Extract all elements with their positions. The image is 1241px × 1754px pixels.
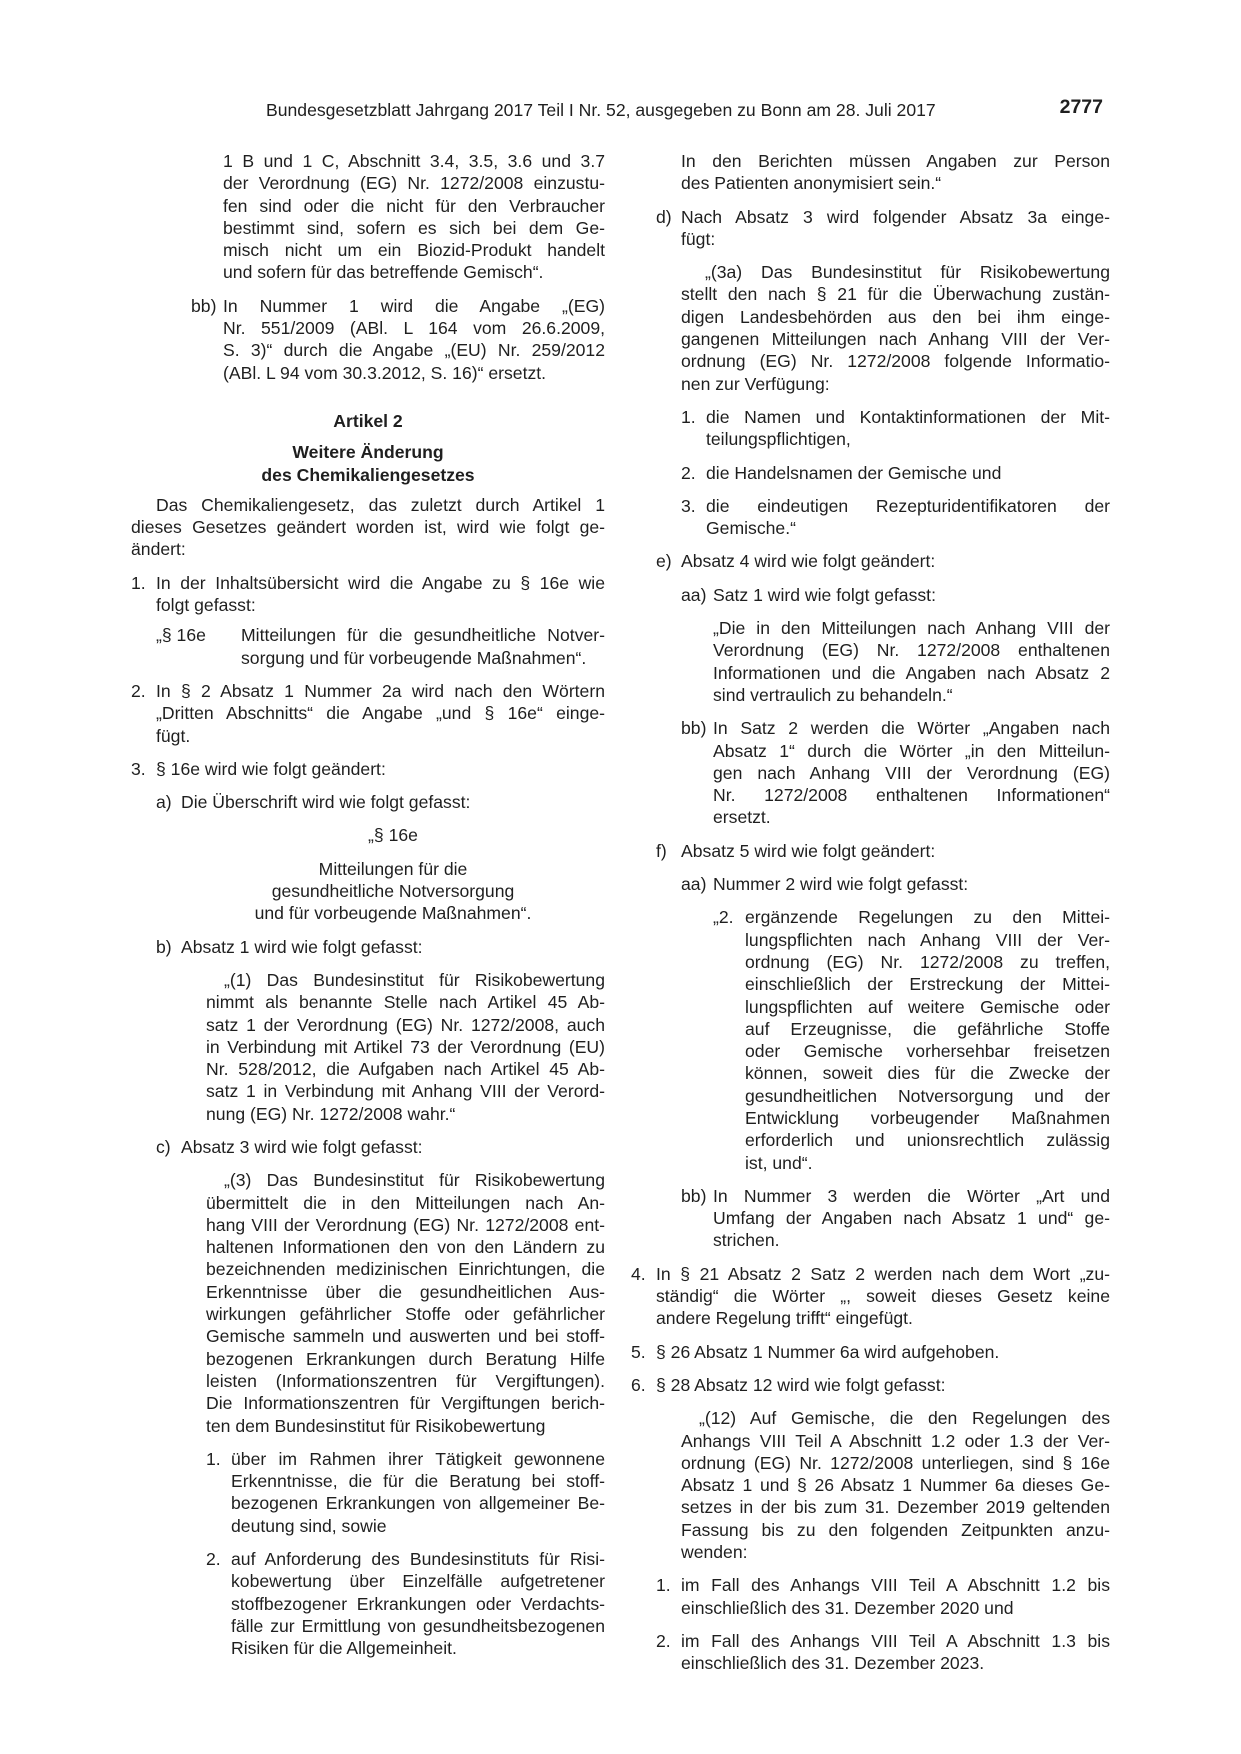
list-item-f-aa: aa) Nummer 2 wird wie folgt gefasst: „2. ergänzende Regelungen zu den Mittei- lungspflichten nach Anhang VIII der Ver- ordnung (EG) Nr. 1272/2008 zu treffen, einschließlich der Erstreckung der Mittei- lungspflichten auf weitere Gemische oder auf Erzeugnisse, die gefährliche Stoffe oder Gemische vorhersehbar freisetzen können, soweit dies für die Zwecke der gesundheitlichen Notversorgung und der Entwicklung vorbeugender Maßnahmen erforderlich und unionsrechtlich zulässig ist, und“. [681, 874, 1110, 1173]
continued-paragraph: 1 B und 1 C, Abschnitt 3.4, 3.5, 3.6 und 3.7 der Verordnung (EG) Nr. 1272/2008 einzustu- fen sind oder die nicht für den Verbraucher bestimmt sind, sofern es sich bei dem Ge- misch nicht um ein Biozid-Produkt handelt und sofern für das betreffende Gemisch“. [223, 151, 605, 283]
quote-subitem-1: 1. die Namen und Kontaktinformationen der Mit- teilungspflichtigen, [681, 406, 1110, 450]
item-marker: 6. [631, 1374, 646, 1395]
quote-subitem-2: 2. im Fall des Anhangs VIII Teil A Abschnitt 1.3 bis einschließlich des 31. Dezember 2023. [656, 1630, 1110, 1674]
list-item-2: 2. In § 2 Absatz 1 Nummer 2a wird nach den Wörtern „Dritten Abschnitts“ die Angabe „und § 16e“ einge- fügt. [131, 680, 605, 746]
item-marker: b) [156, 936, 172, 957]
list-item-e: e) Absatz 4 wird wie folgt geändert: aa) Satz 1 wird wie folgt gefasst: „Die in den Mitteilungen nach Anhang VIII der Verordnung (EG) Nr. 1272/2008 enthaltenen Informationen und die Angaben nach Absatz 2 sind vertraulich zu behandeln.“ bb) In Satz 2 werden die Wörter „Angaben nach Absatz 1“ durch die Wörter „in den Mitteilun- gen nach Anhang VIII der Verordnung (EG) Nr. 1272/2008 enthaltenen Informationen“ ersetzt. [656, 551, 1110, 828]
list-item-f: f) Absatz 5 wird wie folgt geändert: aa) Nummer 2 wird wie folgt gefasst: „2. ergänzende Regelungen zu den Mittei- lungspflichten nach Anhang VIII der Ver- ordnung (EG) Nr. 1272/2008 zu treffen, einschließlich der Erstreckung der Mittei- lungspflichten auf weitere Gemische oder auf Erzeugnisse, die gefährliche Stoffe oder Gemische vorhersehbar freisetzen können, soweit dies für die Zwecke der gesundheitlichen Notversorgung und der Entwicklung vorbeugender Maßnahmen erforderlich und unionsrechtlich zulässig ist, und“. bb) In Nummer 3 werden die Wörter „Art und Umfang der Angaben nach Absatz 1 und“ ge- strichen. [656, 840, 1110, 1251]
item-marker: 3. [131, 758, 146, 779]
item-marker: 2. [131, 680, 146, 701]
quote-section-sign: „§ 16e [156, 625, 206, 646]
item-marker: 1. [131, 572, 146, 593]
right-column [631, 150, 1110, 1675]
item-marker: „2. [713, 907, 734, 928]
list-item-3: 3. § 16e wird wie folgt geändert: a) Die Überschrift wird wie folgt gefasst: „§ 16e Mitteilungen für die gesundheitliche Notversorgung und für vorbeugende Maßnahmen“. b) Absatz 1 wird wie folgt gefasst: „(1) Das Bundesinstitut für Risikobewertung nimmt als benannte Stelle nach Artikel 45 Ab- satz 1 der Verordnung (EG) Nr. 1272/2008, auch in Verbindung mit Artikel 73 der Verordnung (EU) Nr. 528/2012, die Aufgaben nach Artikel 45 Ab- satz 1 in Verbindung mit Anhang VIII der Verord- nung (EG) Nr. 1272/2008 wahr.“ c) Absatz 3 wird wie folgt gefasst: „(3) Das Bundesinstitut für Risikobewertung übermittelt die in den Mitteilungen nach An- hang VIII der Verordnung (EG) Nr. 1272/2008 ent- haltenen Informationen den von den Ländern zu bezeichnenden medizinischen Einrichtungen, die Erkenntnisse über die gesundheitlichen Aus- wirkungen gefährlicher Stoffe oder gefährlicher Gemische sammeln und auswerten und bei stoff- bezogenen Erkrankungen durch Beratung Hilfe leisten (Informationszentren für Vergiftungen). Die Informationszentren für Vergiftungen berich- ten dem Bundesinstitut für Risikobewertung 1. über im Rahmen ihrer Tätigkeit gewonnene Erkenntnisse, die für die Beratung bei stoff- bezogenen Erkrankungen von allgemeiner Be- deutung sind, sowie 2. auf Anforderung des Bundesinstituts für Risi- kobewertung über Einzelfälle aufgetretener stoffbezogener Erkrankungen oder Verdachts- fälle zur Ermittlung von gesundheitsbezogenen Risiken für die Allgemeinheit. [131, 758, 605, 1659]
list-item-3c: c) Absatz 3 wird wie folgt gefasst: „(3) Das Bundesinstitut für Risikobewertung übermittelt die in den Mitteilungen nach An- hang VIII der Verordnung (EG) Nr. 1272/2008 ent- haltenen Informationen den von den Ländern zu bezeichnenden medizinischen Einrichtungen, die Erkenntnisse über die gesundheitlichen Aus- wirkungen gefährlicher Stoffe oder gefährlicher Gemische sammeln und auswerten und bei stoff- bezogenen Erkrankungen durch Beratung Hilfe leisten (Informationszentren für Vergiftungen). Die Informationszentren für Vergiftungen berich- ten dem Bundesinstitut für Risikobewertung 1. über im Rahmen ihrer Tätigkeit gewonnene Erkenntnisse, die für die Beratung bei stoff- bezogenen Erkrankungen von allgemeiner Be- deutung sind, sowie 2. auf Anforderung des Bundesinstituts für Risi- kobewertung über Einzelfälle aufgetretener stoffbezogener Erkrankungen oder Verdachts- fälle zur Ermittlung von gesundheitsbezogenen Risiken für die Allgemeinheit. [156, 1136, 605, 1659]
quote-subitem-2: 2. die Handelsnamen der Gemische und [681, 462, 1002, 483]
item-marker: 2. [656, 1630, 671, 1651]
list-item-d: d) Nach Absatz 3 wird folgender Absatz 3a einge- fügt: „(3a) Das Bundesinstitut für Risikobewertung stellt den nach § 21 für die Überwachung zustän- digen Landesbehörden aus den bei ihm einge- gangenen Mitteilungen nach Anhang VIII der Ver- ordnung (EG) Nr. 1272/2008 folgende Informatio- nen zur Verfügung: 1. die Namen und Kontaktinformationen der Mit- teilungspflichtigen, 2. die Handelsnamen der Gemische und 3. die eindeutigen Rezepturidentifikatoren der Gemische.“ [656, 206, 1110, 539]
quote-paragraph-12: „(12) Auf Gemische, die den Regelungen des Anhangs VIII Teil A Abschnitt 1.2 oder 1.3 der Ver- ordnung (EG) Nr. 1272/2008 unterliegen, sind § 16e Absatz 1 und § 26 Absatz 1 Nummer 6a dieses Ge- setzes in der bis zum 31. Dezember 2019 geltenden Fassung bis zu den folgenden Zeitpunkten anzu- wenden: 1. im Fall des Anhangs VIII Teil A Abschnitt 1.2 bis einschließlich des 31. Dezember 2020 und 2. im Fall des Anhangs VIII Teil A Abschnitt 1.3 bis einschließlich des 31. Dezember 2023. [656, 1408, 1110, 1674]
quote-subitem-2: 2. auf Anforderung des Bundesinstituts für Risi- kobewertung über Einzelfälle aufgetretener stoffbezogener Erkrankungen oder Verdachts- fälle zur Ermittlung von gesundheitsbezogenen Risiken für die Allgemeinheit. [206, 1549, 605, 1659]
item-marker: aa) [681, 584, 707, 605]
continued-paragraph-right: In den Berichten müssen Angaben zur Person des Patienten anonymisiert sein.“ [681, 151, 1110, 194]
quote-subitem-3: 3. die eindeutigen Rezepturidentifikatoren der Gemische.“ [681, 495, 1110, 539]
item-marker: aa) [681, 874, 707, 895]
article-title-line-2: des Chemikaliengesetzes [261, 464, 475, 485]
list-item-6: 6. § 28 Absatz 12 wird wie folgt gefasst: „(12) Auf Gemische, die den Regelungen des Anhangs VIII Teil A Abschnitt 1.2 oder 1.3 der Ver- ordnung (EG) Nr. 1272/2008 unterliegen, sind § 16e Absatz 1 und § 26 Absatz 1 Nummer 6a dieses Ge- setzes in der bis zum 31. Dezember 2019 geltenden Fassung bis zu den folgenden Zeitpunkten anzu- wenden: 1. im Fall des Anhangs VIII Teil A Abschnitt 1.2 bis einschließlich des 31. Dezember 2020 und 2. im Fall des Anhangs VIII Teil A Abschnitt 1.3 bis einschließlich des 31. Dezember 2023. [631, 1374, 1110, 1674]
list-item-e-aa: aa) Satz 1 wird wie folgt gefasst: „Die in den Mitteilungen nach Anhang VIII der Verordnung (EG) Nr. 1272/2008 enthaltenen Informationen und die Angaben nach Absatz 2 sind vertraulich zu behandeln.“ [681, 584, 1110, 705]
item-marker: bb) [681, 1185, 707, 1206]
quote-subitem-1: 1. im Fall des Anhangs VIII Teil A Abschnitt 1.2 bis einschließlich des 31. Dezember 2020 und [656, 1575, 1110, 1618]
list-item-bb: bb) In Nummer 1 wird die Angabe „(EG) Nr. 551/2009 (ABl. L 164 vom 26.6.2009, S. 3)“ durch die Angabe „(EU) Nr. 259/2012 (ABl. L 94 vom 30.3.2012, S. 16)“ ersetzt. [191, 295, 605, 383]
new-heading-quote: „§ 16e Mitteilungen für die gesundheitliche Notversorgung und für vorbeugende Maßnahmen“. [254, 825, 532, 924]
quote-paragraph-3a: „(3a) Das Bundesinstitut für Risikobewertung stellt den nach § 21 für die Überwachung zustän- digen Landesbehörden aus den bei ihm einge- gangenen Mitteilungen nach Anhang VIII der Ver- ordnung (EG) Nr. 1272/2008 folgende Informatio- nen zur Verfügung: 1. die Namen und Kontaktinformationen der Mit- teilungspflichtigen, 2. die Handelsnamen der Gemische und 3. die eindeutigen Rezepturidentifikatoren der Gemische.“ [681, 262, 1110, 539]
item-marker: 2. [206, 1549, 221, 1570]
running-header [0, 96, 1241, 123]
page-number: 2777 [1059, 96, 1103, 118]
item-marker: bb) [191, 295, 217, 316]
list-item-1: 1. In der Inhaltsübersicht wird die Angabe zu § 16e wie folgt gefasst: „§ 16e Mitteilungen für die gesundheitliche Notver- sorgung und für vorbeugende Maßnahmen“. [131, 572, 605, 668]
item-marker: d) [656, 206, 672, 227]
item-marker: c) [156, 1136, 171, 1157]
item-marker: 1. [681, 406, 696, 427]
quote-paragraph-4: „Die in den Mitteilungen nach Anhang VIII der Verordnung (EG) Nr. 1272/2008 enthaltenen Informationen und die Angaben nach Absatz 2 sind vertraulich zu behandeln.“ [713, 618, 1110, 705]
item-marker: 2. [681, 462, 696, 483]
item-marker: bb) [681, 718, 707, 739]
list-item-e-bb: bb) In Satz 2 werden die Wörter „Angaben nach Absatz 1“ durch die Wörter „in den Mitteilun- gen nach Anhang VIII der Verordnung (EG) Nr. 1272/2008 enthaltenen Informationen“ ersetzt. [681, 718, 1110, 828]
item-marker: 3. [681, 495, 696, 516]
list-item-3b: b) Absatz 1 wird wie folgt gefasst: „(1) Das Bundesinstitut für Risikobewertung nimmt als benannte Stelle nach Artikel 45 Ab- satz 1 der Verordnung (EG) Nr. 1272/2008, auch in Verbindung mit Artikel 73 der Verordnung (EU) Nr. 528/2012, die Aufgaben nach Artikel 45 Ab- satz 1 in Verbindung mit Anhang VIII der Verord- nung (EG) Nr. 1272/2008 wahr.“ [156, 936, 605, 1124]
item-marker: 4. [631, 1263, 646, 1284]
list-item-f-bb: bb) In Nummer 3 werden die Wörter „Art und Umfang der Angaben nach Absatz 1 und“ ge- strichen. [681, 1185, 1110, 1251]
quote-paragraph-3: „(3) Das Bundesinstitut für Risikobewertung übermittelt die in den Mitteilungen nach An- hang VIII der Verordnung (EG) Nr. 1272/2008 ent- haltenen Informationen den von den Ländern zu bezeichnenden medizinischen Einrichtungen, die Erkenntnisse über die gesundheitlichen Aus- wirkungen gefährlicher Stoffe oder gefährlicher Gemische sammeln und auswerten und bei stoff- bezogenen Erkrankungen durch Beratung Hilfe leisten (Informationszentren für Vergiftungen). Die Informationszentren für Vergiftungen berich- ten dem Bundesinstitut für Risikobewertung 1. über im Rahmen ihrer Tätigkeit gewonnene Erkenntnisse, die für die Beratung bei stoff- bezogenen Erkrankungen von allgemeiner Be- deutung sind, sowie 2. auf Anforderung des Bundesinstituts für Risi- kobewertung über Einzelfälle aufgetretener stoffbezogener Erkrankungen oder Verdachts- fälle zur Ermittlung von gesundheitsbezogenen Risiken für die Allgemeinheit. [206, 1170, 605, 1659]
item-marker: e) [656, 551, 672, 572]
item-marker: f) [656, 840, 667, 861]
list-item-5: 5. § 26 Absatz 1 Nummer 6a wird aufgehoben. [631, 1341, 1000, 1362]
list-item-4: 4. In § 21 Absatz 2 Satz 2 werden nach dem Wort „zu- ständig“ die Wörter „, soweit dieses Gesetz keine andere Regelung trifft“ eingefügt. [631, 1263, 1110, 1329]
quote-subitem-1: 1. über im Rahmen ihrer Tätigkeit gewonnene Erkenntnisse, die für die Beratung bei stoff- bezogenen Erkrankungen von allgemeiner Be- deutung sind, sowie [206, 1448, 605, 1536]
article-heading: Artikel 2 [333, 410, 403, 431]
list-item-3a: a) Die Überschrift wird wie folgt gefasst: „§ 16e Mitteilungen für die gesundheitliche Notversorgung und für vorbeugende Maßnahmen“. [156, 791, 605, 924]
item-marker: a) [156, 792, 172, 813]
item-marker: 1. [656, 1575, 671, 1596]
toc-quote: „§ 16e Mitteilungen für die gesundheitliche Notver- sorgung und für vorbeugende Maßnahmen“. [156, 625, 605, 668]
item-marker: 5. [631, 1341, 646, 1362]
left-column [131, 150, 605, 1660]
running-title: Bundesgesetzblatt Jahrgang 2017 Teil I Nr. 52, ausgegeben zu Bonn am 28. Juli 2017 [266, 100, 936, 120]
intro-paragraph: Das Chemikaliengesetz, das zuletzt durch Artikel 1 dieses Gesetzes geändert worden ist, wird wie folgt ge- ändert: [131, 494, 605, 560]
article-title-line-1: Weitere Änderung [292, 442, 444, 463]
quote-number-2: „2. ergänzende Regelungen zu den Mittei- lungspflichten nach Anhang VIII der Ver- ordnung (EG) Nr. 1272/2008 zu treffen, einschließlich der Erstreckung der Mittei- lungspflichten auf weitere Gemische oder auf Erzeugnisse, die gefährliche Stoffe oder Gemische vorhersehbar freisetzen können, soweit dies für die Zwecke der gesundheitlichen Notversorgung und der Entwicklung vorbeugender Maßnahmen erforderlich und unionsrechtlich zulässig ist, und“. [713, 907, 1110, 1173]
quote-paragraph-1: „(1) Das Bundesinstitut für Risikobewertung nimmt als benannte Stelle nach Artikel 45 Ab- satz 1 der Verordnung (EG) Nr. 1272/2008, auch in Verbindung mit Artikel 73 der Verordnung (EU) Nr. 528/2012, die Aufgaben nach Artikel 45 Ab- satz 1 in Verbindung mit Anhang VIII der Verord- nung (EG) Nr. 1272/2008 wahr.“ [206, 969, 605, 1124]
item-marker: 1. [206, 1448, 221, 1469]
